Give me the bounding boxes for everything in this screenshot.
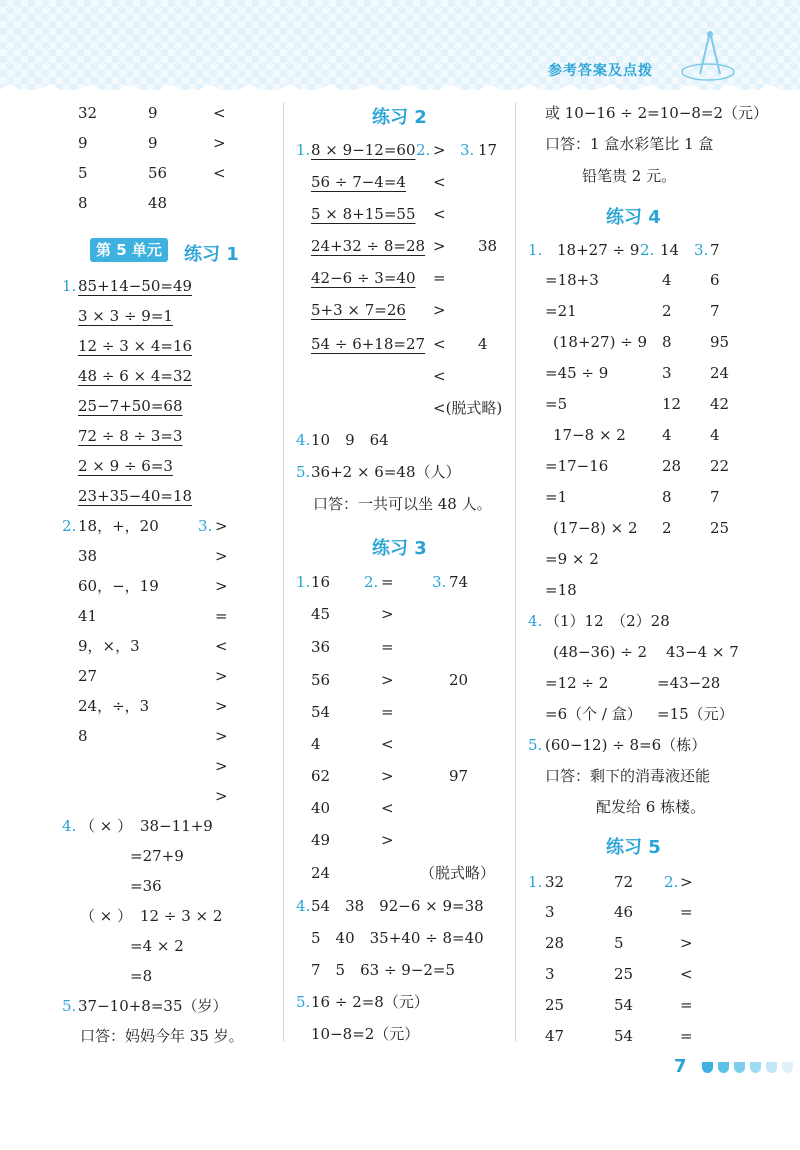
answer-line: =9 × 2	[545, 550, 599, 568]
question-number: 2.	[664, 873, 679, 891]
answer-value: 97	[449, 767, 469, 785]
answer-value: 56	[148, 164, 168, 182]
answer-line: 38−11+9	[140, 817, 213, 835]
answer-line: =8	[130, 967, 153, 985]
answer-value: 7	[710, 241, 720, 259]
answer-value: 7	[710, 488, 720, 506]
answer-value: 49	[311, 831, 331, 849]
answer-line: 口答：1 盒水彩笔比 1 盒	[545, 135, 714, 153]
answer-line: 37−10+8=35（岁）	[78, 997, 228, 1015]
answer-value: =	[381, 573, 394, 591]
answer-value: 54	[614, 1027, 634, 1045]
answer-line: =45 ÷ 9	[545, 364, 609, 382]
decor-dot	[702, 1062, 713, 1073]
answer-line: 56 ÷ 7−4=4	[311, 173, 406, 191]
answer-value: 56	[311, 671, 331, 689]
answer-value: 8	[78, 194, 88, 212]
answer-line: =1	[545, 488, 568, 506]
answer-line: 41	[78, 607, 98, 625]
answer-line: =43−28	[657, 674, 721, 692]
question-number: 4.	[528, 612, 543, 630]
answer-value: 36	[311, 638, 331, 656]
answer-line: 60，−，19	[78, 577, 159, 595]
answer-line: =17−16	[545, 457, 609, 475]
answer-value: >	[215, 727, 228, 745]
answer-value: <	[215, 637, 228, 655]
answer-value: =	[680, 1027, 693, 1045]
answer-value: 3	[545, 903, 555, 921]
answer-value: <	[433, 173, 446, 191]
answer-line: 18+27 ÷ 9	[557, 241, 640, 259]
answer-line: 或 10−16 ÷ 2=10−8=2（元）	[545, 104, 769, 122]
answer-value: 95	[710, 333, 730, 351]
answer-line: 12 ÷ 3 × 4=16	[78, 337, 193, 355]
unit-badge: 第 5 单元	[90, 238, 168, 262]
answer-line: 54 38 92−6 × 9=38	[311, 897, 484, 915]
answer-value: 17	[478, 141, 498, 159]
header-title: 参考答案及点拨	[548, 63, 653, 79]
answer-line: 85+14−50=49	[78, 277, 193, 295]
question-number: 3.	[432, 573, 447, 591]
section-title: 练习 3	[372, 538, 427, 559]
answer-value: 22	[710, 457, 730, 475]
compass-icon	[680, 28, 740, 84]
answer-line: 5 × 8+15=55	[311, 205, 416, 223]
section-title: 练习 4	[606, 207, 661, 228]
answer-value: <	[433, 367, 446, 385]
answer-value: 4	[478, 335, 488, 353]
answer-value: 45	[311, 605, 331, 623]
answer-line: 24，÷，3	[78, 697, 150, 715]
answer-value: >	[680, 873, 693, 891]
answer-value: 8	[662, 488, 672, 506]
answer-value: 9	[78, 134, 88, 152]
answer-line: (18+27) ÷ 9	[553, 333, 648, 351]
answer-line: =4 × 2	[130, 937, 184, 955]
answer-value: >	[215, 757, 228, 775]
answer-line: 铅笔贵 2 元。	[582, 167, 677, 185]
answer-value: 5	[614, 934, 624, 952]
answer-line: 72 ÷ 8 ÷ 3=3	[78, 427, 183, 445]
answer-value: （ × ）	[80, 817, 133, 835]
answer-line: 23+35−40=18	[78, 487, 193, 505]
answer-line: (60−12) ÷ 8=6（栋）	[545, 736, 707, 754]
answer-value: <	[213, 104, 226, 122]
answer-line: 5+3 × 7=26	[311, 301, 406, 319]
answer-line: 18，+，20	[78, 517, 159, 535]
answer-value: 28	[662, 457, 682, 475]
answer-value: >	[680, 934, 693, 952]
answer-line: 27	[78, 667, 98, 685]
answer-line: =36	[130, 877, 162, 895]
answer-value: 16	[311, 573, 331, 591]
answer-value: 4	[710, 426, 720, 444]
answer-value: =	[381, 703, 394, 721]
answer-value: >	[215, 517, 228, 535]
section-title: 练习 1	[184, 244, 239, 265]
answer-value: 28	[545, 934, 565, 952]
answer-value: <	[381, 735, 394, 753]
answer-value: >	[215, 577, 228, 595]
answer-value: 4	[311, 735, 321, 753]
question-number: 5.	[62, 997, 77, 1015]
decor-dot	[734, 1062, 745, 1073]
answer-line: 2 × 9 ÷ 6=3	[78, 457, 173, 475]
answer-line: 16 ÷ 2=8（元）	[311, 993, 429, 1011]
answer-value: <(脱式略)	[433, 399, 503, 417]
answer-value: 47	[545, 1027, 565, 1045]
question-number: 5.	[296, 993, 311, 1011]
answer-value: 12	[662, 395, 682, 413]
answer-value: 25	[614, 965, 634, 983]
answer-value: <	[213, 164, 226, 182]
answer-value: =	[680, 996, 693, 1014]
answer-value: 74	[449, 573, 469, 591]
answer-value: >	[215, 787, 228, 805]
answer-line: 24+32 ÷ 8=28	[311, 237, 426, 255]
question-number: 3.	[198, 517, 213, 535]
answer-line: 8 × 9−12=60	[311, 141, 416, 159]
answer-value: >	[381, 605, 394, 623]
answer-value: 9	[148, 104, 158, 122]
answer-value: >	[215, 547, 228, 565]
answer-line: =6（个 / 盒）	[545, 705, 642, 723]
answer-line: (17−8) × 2	[553, 519, 638, 537]
question-number: 1.	[296, 141, 311, 159]
answer-value: 48	[148, 194, 168, 212]
answer-value: 9	[148, 134, 158, 152]
answer-value: >	[433, 141, 446, 159]
answer-line: 配发给 6 栋楼。	[596, 798, 706, 816]
question-number: 1.	[62, 277, 77, 295]
answer-value: >	[381, 831, 394, 849]
answer-line: （1）12 （2）28	[545, 612, 670, 630]
answer-value: 25	[545, 996, 565, 1014]
answer-line: 5 40 35+40 ÷ 8=40	[311, 929, 484, 947]
question-number: 1.	[296, 573, 311, 591]
answer-value: =	[215, 607, 228, 625]
answer-value: 7	[710, 302, 720, 320]
answer-value: 24	[710, 364, 730, 382]
answer-line: 25−7+50=68	[78, 397, 183, 415]
answer-value: 72	[614, 873, 634, 891]
question-number: 3.	[694, 241, 709, 259]
answer-line: 口答：剩下的消毒液还能	[545, 767, 711, 785]
answer-value: 54	[311, 703, 331, 721]
answer-value: <	[680, 965, 693, 983]
answer-value: >	[215, 667, 228, 685]
answer-line: 10−8=2（元）	[311, 1025, 420, 1043]
question-number: 4.	[296, 431, 311, 449]
answer-line: 3 × 3 ÷ 9=1	[78, 307, 173, 325]
answer-value: 6	[710, 271, 720, 289]
answer-value: （ × ）	[80, 907, 133, 925]
answer-value: =	[680, 903, 693, 921]
answer-value: 4	[662, 426, 672, 444]
section-title: 练习 5	[606, 837, 661, 858]
answer-value: 32	[78, 104, 98, 122]
answer-line: 38	[78, 547, 98, 565]
answer-value: 2	[662, 519, 672, 537]
answer-value: >	[213, 134, 226, 152]
decor-dot	[766, 1062, 777, 1073]
question-number: 2.	[364, 573, 379, 591]
answer-line: 36+2 × 6=48（人）	[311, 463, 461, 481]
question-number: 2.	[640, 241, 655, 259]
answer-value: >	[381, 767, 394, 785]
answer-line: 10 9 64	[311, 431, 389, 449]
answer-value: =	[381, 638, 394, 656]
answer-line: (48−36) ÷ 2	[553, 643, 648, 661]
page-number: 7	[674, 1056, 687, 1077]
answer-value: 24	[311, 864, 331, 882]
answer-line: 口答：妈妈今年 35 岁。	[80, 1027, 244, 1045]
answer-value: 2	[662, 302, 672, 320]
answer-value: 3	[545, 965, 555, 983]
decor-dot	[750, 1062, 761, 1073]
answer-value: 42	[710, 395, 730, 413]
question-number: 5.	[296, 463, 311, 481]
decor-dot	[718, 1062, 729, 1073]
answer-value: >	[215, 697, 228, 715]
question-number: 1.	[528, 873, 543, 891]
question-number: 4.	[62, 817, 77, 835]
answer-value: <	[381, 799, 394, 817]
answer-value: 20	[449, 671, 469, 689]
answer-value: <	[433, 335, 446, 353]
column-divider	[515, 102, 516, 1042]
answer-line: =5	[545, 395, 568, 413]
answer-value: 38	[478, 237, 498, 255]
answer-value: 4	[662, 271, 672, 289]
answer-value: （脱式略）	[420, 864, 496, 882]
answer-value: 46	[614, 903, 634, 921]
question-number: 3.	[460, 141, 475, 159]
answer-value: >	[381, 671, 394, 689]
answer-line: =12 ÷ 2	[545, 674, 609, 692]
answer-line: 12 ÷ 3 × 2	[140, 907, 223, 925]
answer-line: 7 5 63 ÷ 9−2=5	[311, 961, 456, 979]
answer-value: >	[433, 301, 446, 319]
answer-value: =	[433, 269, 446, 287]
decor-dot	[782, 1062, 793, 1073]
answer-line: 43−4 × 7	[666, 643, 739, 661]
answer-line: 48 ÷ 6 × 4=32	[78, 367, 193, 385]
question-number: 5.	[528, 736, 543, 754]
answer-line: =18+3	[545, 271, 599, 289]
answer-line: 42−6 ÷ 3=40	[311, 269, 416, 287]
answer-value: 62	[311, 767, 331, 785]
answer-value: 5	[78, 164, 88, 182]
column-divider	[283, 102, 284, 1042]
question-number: 2.	[62, 517, 77, 535]
answer-value: 14	[660, 241, 680, 259]
question-number: 1.	[528, 241, 543, 259]
answer-value: 54	[614, 996, 634, 1014]
answer-value: 8	[662, 333, 672, 351]
answer-line: 8	[78, 727, 88, 745]
question-number: 2.	[416, 141, 431, 159]
answer-line: =18	[545, 581, 577, 599]
section-title: 练习 2	[372, 107, 427, 128]
answer-line: 口答：一共可以坐 48 人。	[313, 495, 492, 513]
answer-value: 40	[311, 799, 331, 817]
answer-value: 32	[545, 873, 565, 891]
answer-value: 3	[662, 364, 672, 382]
answer-line: =27+9	[130, 847, 184, 865]
answer-line: 9，×，3	[78, 637, 140, 655]
answer-value: <	[433, 205, 446, 223]
answer-line: 54 ÷ 6+18=27	[311, 335, 426, 353]
answer-line: =21	[545, 302, 577, 320]
answer-line: =15（元）	[657, 705, 734, 723]
answer-line: 17−8 × 2	[553, 426, 626, 444]
answer-value: >	[433, 237, 446, 255]
question-number: 4.	[296, 897, 311, 915]
answer-value: 25	[710, 519, 730, 537]
